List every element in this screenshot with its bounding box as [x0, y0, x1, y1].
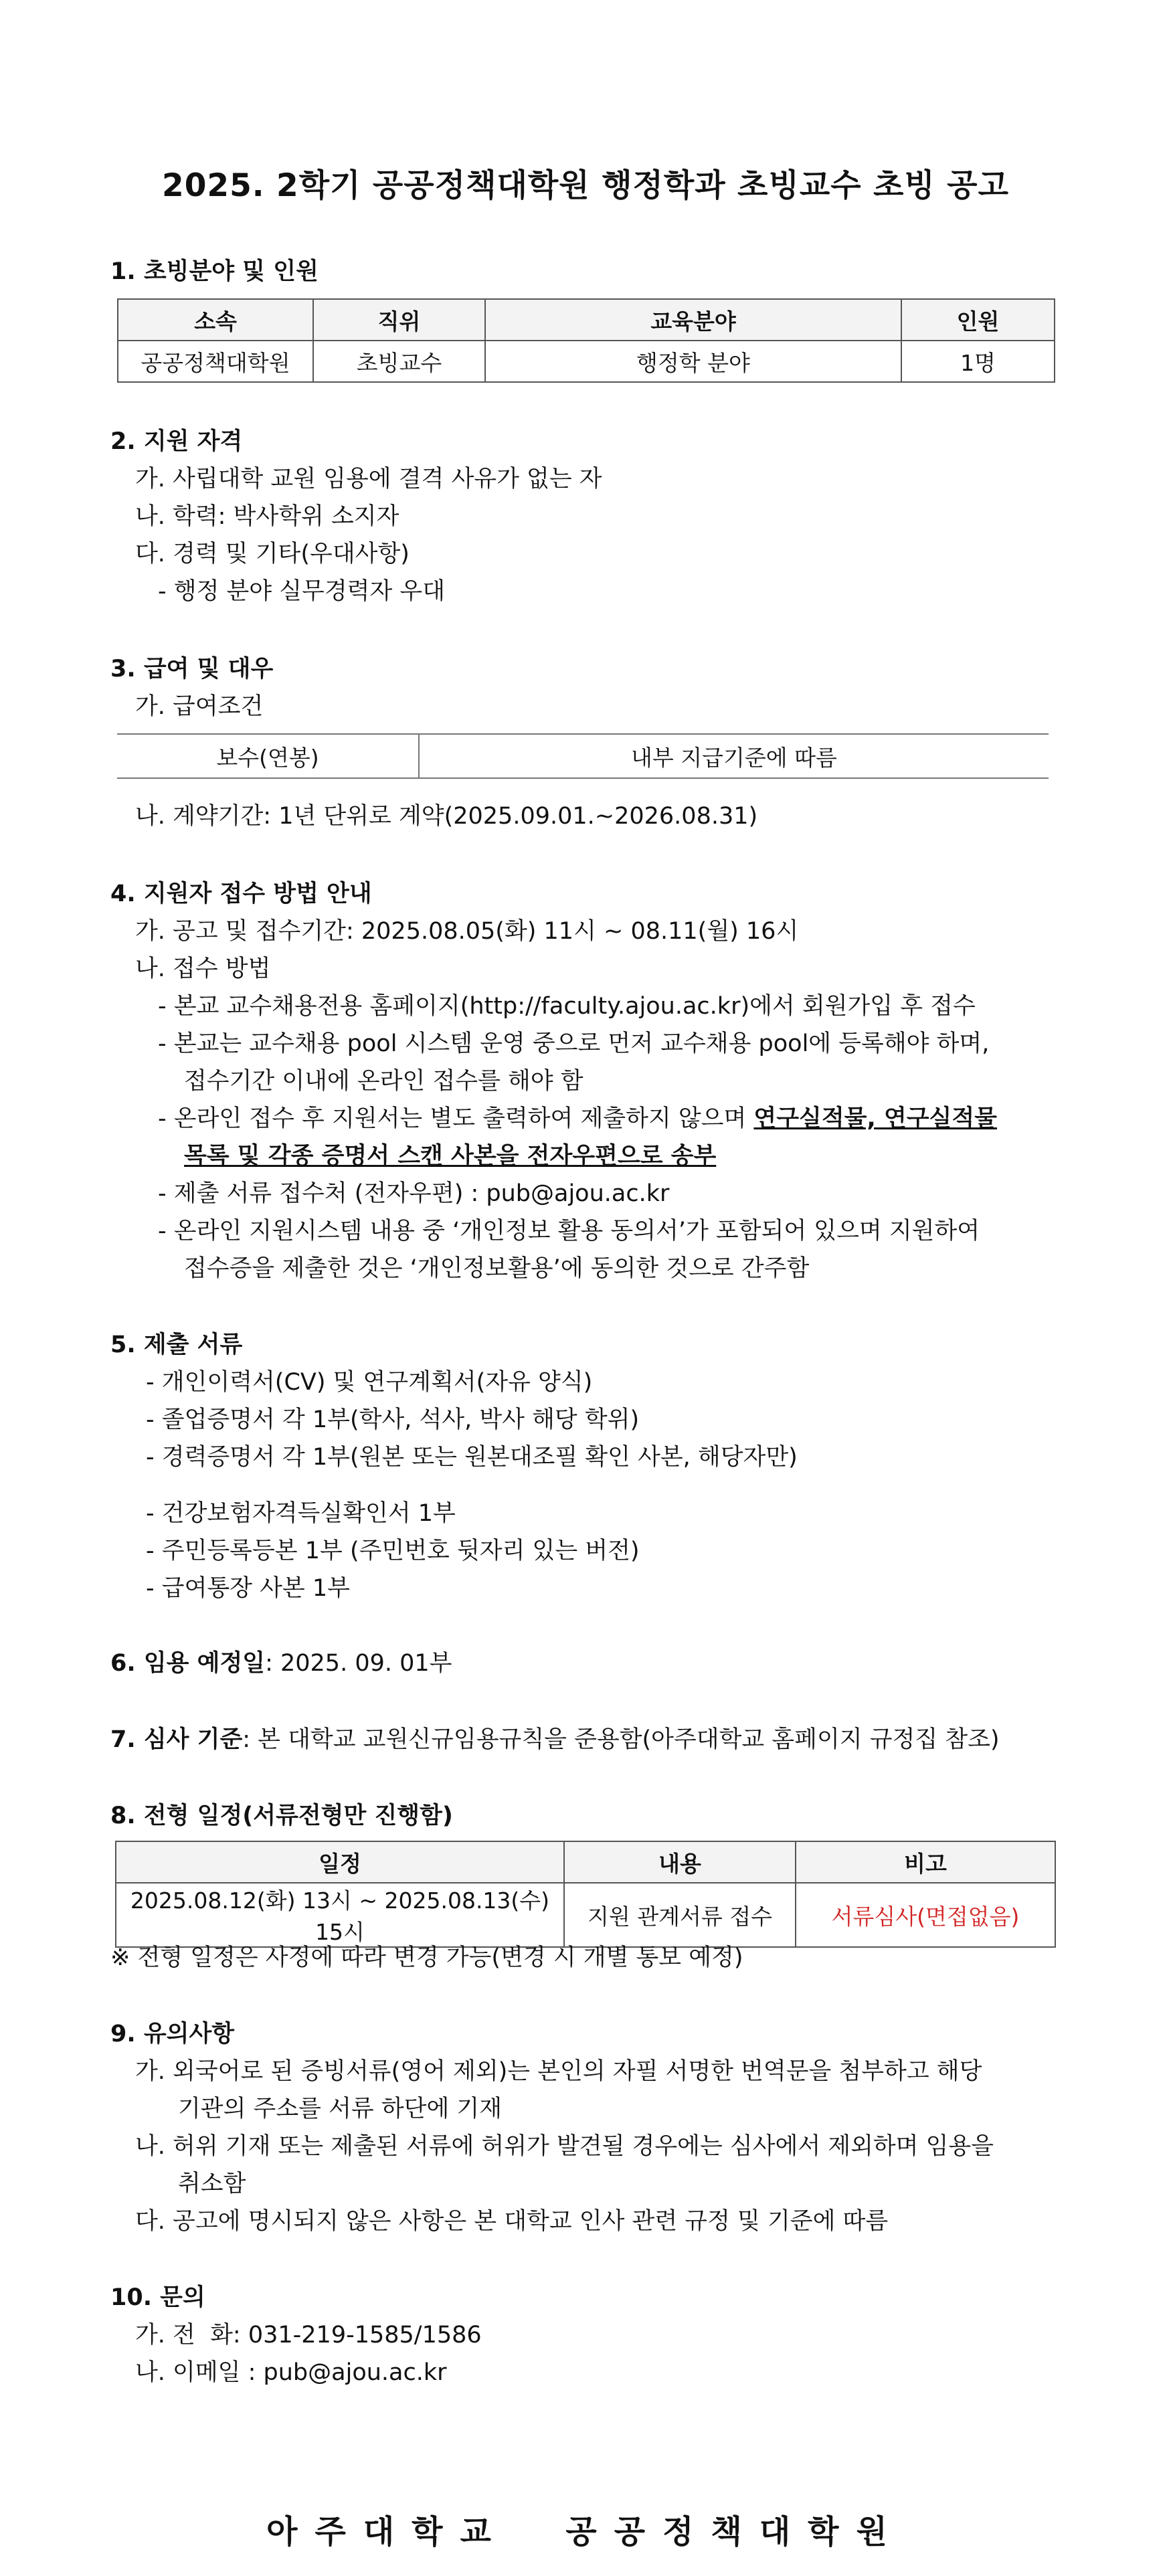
method-bullet: - 제출 서류 접수처 (전자우편) : pub@ajou.ac.kr	[158, 1180, 670, 1207]
header-schedule: 일정	[116, 1841, 564, 1883]
notice-item-cont: 기관의 주소를 서류 하단에 기재	[178, 2096, 503, 2122]
application-period: 가. 공고 및 접수기간: 2025.08.05(화) 11시 ~ 08.11(월) 16시	[135, 918, 799, 945]
contact-email: 나. 이메일 : pub@ajou.ac.kr	[135, 2359, 447, 2386]
cell-field: 행정학 분야	[485, 341, 901, 382]
salary-label: 보수(연봉)	[117, 734, 419, 778]
section-8-heading: 8. 전형 일정(서류전형만 진행함)	[110, 1803, 453, 1829]
qualification-item: 가. 사립대학 교원 임용에 결격 사유가 없는 자	[135, 466, 602, 492]
method-bullet-cont: 접수기간 이내에 온라인 접수를 해야 함	[184, 1068, 583, 1095]
cell-headcount: 1명	[901, 341, 1055, 382]
notice-item: 나. 허위 기재 또는 제출된 서류에 허위가 발견될 경우에는 심사에서 제외하며 임용을	[135, 2133, 994, 2160]
review-criteria-label: 7. 심사 기준	[110, 1726, 243, 1753]
section-5-heading: 5. 제출 서류	[110, 1331, 243, 1358]
contract-period: 나. 계약기간: 1년 단위로 계약(2025.09.01.~2026.08.31)	[135, 803, 758, 830]
method-bullet: - 본교는 교수채용 pool 시스템 운영 중으로 먼저 교수채용 pool에 등록해야 하며,	[158, 1030, 990, 1057]
notice-item: 가. 외국어로 된 증빙서류(영어 제외)는 본인의 자필 서명한 번역문을 첨부하고 해당	[135, 2058, 982, 2085]
method-bullet	[158, 1100, 997, 1133]
document-item: - 주민등록등본 1부 (주민번호 뒷자리 있는 버전)	[146, 1538, 640, 1564]
section-3-heading: 3. 급여 및 대우	[110, 656, 274, 682]
qualification-item: 나. 학력: 박사학위 소지자	[135, 503, 399, 530]
section-1-heading: 1. 초빙분야 및 인원	[110, 258, 319, 285]
review-criteria-value: : 본 대학교 교원신규임용규칙을 준용함(아주대학교 홈페이지 규정집 참조)	[242, 1726, 1000, 1753]
section-9-heading: 9. 유의사항	[110, 2021, 235, 2047]
header-position: 직위	[313, 299, 485, 341]
cell-position: 초빙교수	[313, 341, 485, 382]
schedule-note: ※ 전형 일정은 사정에 따라 변경 가능(변경 시 개별 통보 예정)	[110, 1944, 743, 1971]
emphasis-text: 연구실적물, 연구실적물	[753, 1105, 997, 1132]
emphasis-text: 목록 및 각종 증명서 스캔 사본을 전자우편으로 송부	[184, 1143, 717, 1170]
section-10-heading: 10. 문의	[110, 2284, 205, 2311]
cell-content: 지원 관계서류 접수	[564, 1883, 796, 1947]
contact-phone: 가. 전 화: 031-219-1585/1586	[135, 2322, 482, 2349]
page-title: 2025. 2학기 공공정책대학원 행정학과 초빙교수 초빙 공고	[162, 167, 1009, 204]
document-item: - 졸업증명서 각 1부(학사, 석사, 박사 해당 학위)	[146, 1406, 640, 1433]
application-method: 나. 접수 방법	[135, 955, 271, 982]
salary-table	[117, 733, 1049, 779]
document-item: - 경력증명서 각 1부(원본 또는 원본대조필 확인 사본, 해당자만)	[146, 1444, 798, 1471]
header-field: 교육분야	[485, 299, 901, 341]
header-affiliation: 소속	[118, 299, 313, 341]
qualification-subitem: - 행정 분야 실무경력자 우대	[158, 578, 446, 605]
method-bullet: - 온라인 지원시스템 내용 중 ‘개인정보 활용 동의서’가 포함되어 있으며 지원하여	[158, 1218, 980, 1245]
document-item: - 급여통장 사본 1부	[146, 1575, 350, 1602]
header-content: 내용	[564, 1841, 796, 1883]
method-bullet-cont: 접수증을 제출한 것은 ‘개인정보활용’에 동의한 것으로 간주함	[184, 1255, 810, 1282]
cell-affiliation: 공공정책대학원	[118, 341, 313, 382]
salary-item: 가. 급여조건	[135, 693, 264, 720]
qualification-item: 다. 경력 및 기타(우대사항)	[135, 541, 410, 567]
issuer-signature: 아주대학교 공공정책대학원	[266, 2513, 905, 2551]
document-item: - 개인이력서(CV) 및 연구계획서(자유 양식)	[146, 1369, 593, 1396]
section-2-heading: 2. 지원 자격	[110, 428, 243, 455]
cell-schedule: 2025.08.12(화) 13시 ~ 2025.08.13(수) 15시	[116, 1883, 564, 1947]
schedule-table	[115, 1841, 1056, 1948]
section-4-heading: 4. 지원자 접수 방법 안내	[110, 881, 372, 907]
salary-value: 내부 지급기준에 따름	[419, 734, 1049, 778]
method-bullet-text: - 온라인 접수 후 지원서는 별도 출력하여 제출하지 않으며	[158, 1105, 754, 1132]
notice-item-cont: 취소함	[178, 2171, 246, 2197]
appointment-date	[110, 1645, 452, 1678]
appointment-date-value: : 2025. 09. 01부	[265, 1650, 452, 1677]
cell-remarks: 서류심사(면접없음)	[796, 1883, 1055, 1947]
recruitment-table	[117, 298, 1055, 383]
header-remarks: 비고	[796, 1841, 1055, 1883]
appointment-date-label: 6. 임용 예정일	[110, 1650, 266, 1677]
notice-item: 다. 공고에 명시되지 않은 사항은 본 대학교 인사 관련 규정 및 기준에 따름	[135, 2208, 889, 2235]
document-item: - 건강보험자격득실확인서 1부	[146, 1500, 456, 1527]
method-bullet: - 본교 교수채용전용 홈페이지(http://faculty.ajou.ac.kr)에서 회원가입 후 접수	[158, 993, 976, 1020]
header-headcount: 인원	[901, 299, 1055, 341]
review-criteria	[110, 1721, 1000, 1754]
